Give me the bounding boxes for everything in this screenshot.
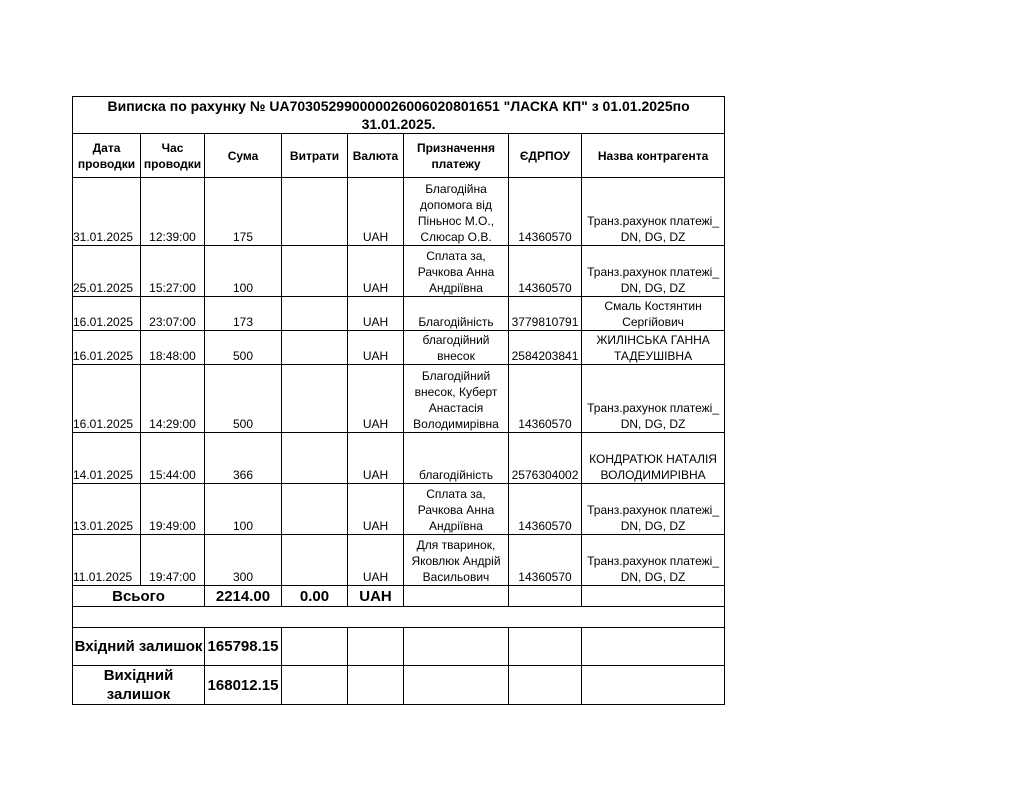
row-time: 23:07:00 [141,297,205,331]
row-currency: UAH [348,246,404,297]
row-expenses [282,178,348,246]
row-counterparty: ЖИЛІНСЬКА ГАННА ТАДЕУШІВНА [582,331,725,365]
total-expenses: 0.00 [282,586,348,607]
row-currency: UAH [348,433,404,484]
row-date: 13.01.2025 [73,484,141,535]
closing-balance-empty [582,666,725,705]
row-amount: 100 [205,246,282,297]
row-purpose: Сплата за, Рачкова Анна Андріївна [404,484,509,535]
row-expenses [282,535,348,586]
table-row [73,178,725,246]
row-counterparty: КОНДРАТЮК НАТАЛІЯ ВОЛОДИМИРІВНА [582,433,725,484]
row-time: 19:49:00 [141,484,205,535]
row-edrpou: 14360570 [509,178,582,246]
row-date: 16.01.2025 [73,365,141,433]
row-purpose: благодійність [404,433,509,484]
total-empty-counterparty [582,586,725,607]
closing-balance-label: Вихідний залишок [73,666,205,705]
closing-balance-amount: 168012.15 [205,666,282,705]
row-edrpou: 14360570 [509,365,582,433]
row-purpose: Для тваринок, Яковлюк Андрій Васильович [404,535,509,586]
row-counterparty: Транз.рахунок платежі_ DN, DG, DZ [582,535,725,586]
row-currency: UAH [348,331,404,365]
table-row [73,535,725,586]
row-purpose: Благодійний внесок, Куберт Анастасія Володимирівна [404,365,509,433]
row-currency: UAH [348,484,404,535]
row-date: 16.01.2025 [73,331,141,365]
total-empty-edrpou [509,586,582,607]
row-time: 18:48:00 [141,331,205,365]
table-row [73,484,725,535]
row-expenses [282,433,348,484]
row-edrpou: 14360570 [509,535,582,586]
row-amount: 500 [205,365,282,433]
closing-balance-empty [348,666,404,705]
row-currency: UAH [348,178,404,246]
opening-balance-empty [582,628,725,666]
header-currency: Валюта [348,134,404,178]
header-row [73,134,725,178]
total-amount: 2214.00 [205,586,282,607]
total-currency: UAH [348,586,404,607]
row-time: 14:29:00 [141,365,205,433]
row-purpose: благодійний внесок [404,331,509,365]
closing-balance-empty [404,666,509,705]
table-row [73,331,725,365]
header-amount: Сума [205,134,282,178]
row-amount: 300 [205,535,282,586]
header-purpose: Призначення платежу [404,134,509,178]
opening-balance-label: Вхідний залишок [73,628,205,666]
row-expenses [282,297,348,331]
row-edrpou: 14360570 [509,484,582,535]
row-purpose: Благодійна допомога від Піньнос М.О., Слюсар О.В. [404,178,509,246]
header-date: Дата проводки [73,134,141,178]
opening-balance-empty [404,628,509,666]
closing-balance-row [73,666,725,705]
header-expenses: Витрати [282,134,348,178]
row-currency: UAH [348,365,404,433]
title-row [73,97,725,134]
row-counterparty: Транз.рахунок платежі_ DN, DG, DZ [582,365,725,433]
account-statement-table [72,96,725,705]
row-amount: 366 [205,433,282,484]
row-edrpou: 2584203841 [509,331,582,365]
row-expenses [282,246,348,297]
row-purpose: Благодійність [404,297,509,331]
header-counterparty: Назва контрагента [582,134,725,178]
row-amount: 175 [205,178,282,246]
row-date: 14.01.2025 [73,433,141,484]
row-expenses [282,365,348,433]
table-row [73,246,725,297]
row-amount: 500 [205,331,282,365]
row-expenses [282,484,348,535]
row-edrpou: 3779810791 [509,297,582,331]
row-time: 15:27:00 [141,246,205,297]
row-counterparty: Смаль Костянтин Сергійович [582,297,725,331]
table-row [73,365,725,433]
opening-balance-empty [348,628,404,666]
header-edrpou: ЄДРПОУ [509,134,582,178]
total-label: Всього [73,586,205,607]
table-row [73,433,725,484]
row-currency: UAH [348,535,404,586]
row-counterparty: Транз.рахунок платежі_ DN, DG, DZ [582,484,725,535]
row-time: 19:47:00 [141,535,205,586]
opening-balance-row [73,628,725,666]
total-empty-purpose [404,586,509,607]
opening-balance-empty [509,628,582,666]
row-date: 31.01.2025 [73,178,141,246]
row-date: 11.01.2025 [73,535,141,586]
opening-balance-empty [282,628,348,666]
row-amount: 173 [205,297,282,331]
table-row [73,297,725,331]
spacer-row [73,607,725,628]
row-date: 25.01.2025 [73,246,141,297]
row-edrpou: 14360570 [509,246,582,297]
closing-balance-empty [509,666,582,705]
row-edrpou: 2576304002 [509,433,582,484]
row-amount: 100 [205,484,282,535]
row-purpose: Сплата за, Рачкова Анна Андріївна [404,246,509,297]
header-time: Час проводки [141,134,205,178]
statement-title: Виписка по рахунку № UA703052990000026006020801651 "ЛАСКА КП" з 01.01.2025по 31.01.2025. [73,97,725,134]
opening-balance-amount: 165798.15 [205,628,282,666]
closing-balance-empty [282,666,348,705]
row-time: 12:39:00 [141,178,205,246]
row-date: 16.01.2025 [73,297,141,331]
row-expenses [282,331,348,365]
total-row [73,586,725,607]
row-currency: UAH [348,297,404,331]
spacer-cell [73,607,725,628]
row-counterparty: Транз.рахунок платежі_ DN, DG, DZ [582,178,725,246]
row-time: 15:44:00 [141,433,205,484]
row-counterparty: Транз.рахунок платежі_ DN, DG, DZ [582,246,725,297]
